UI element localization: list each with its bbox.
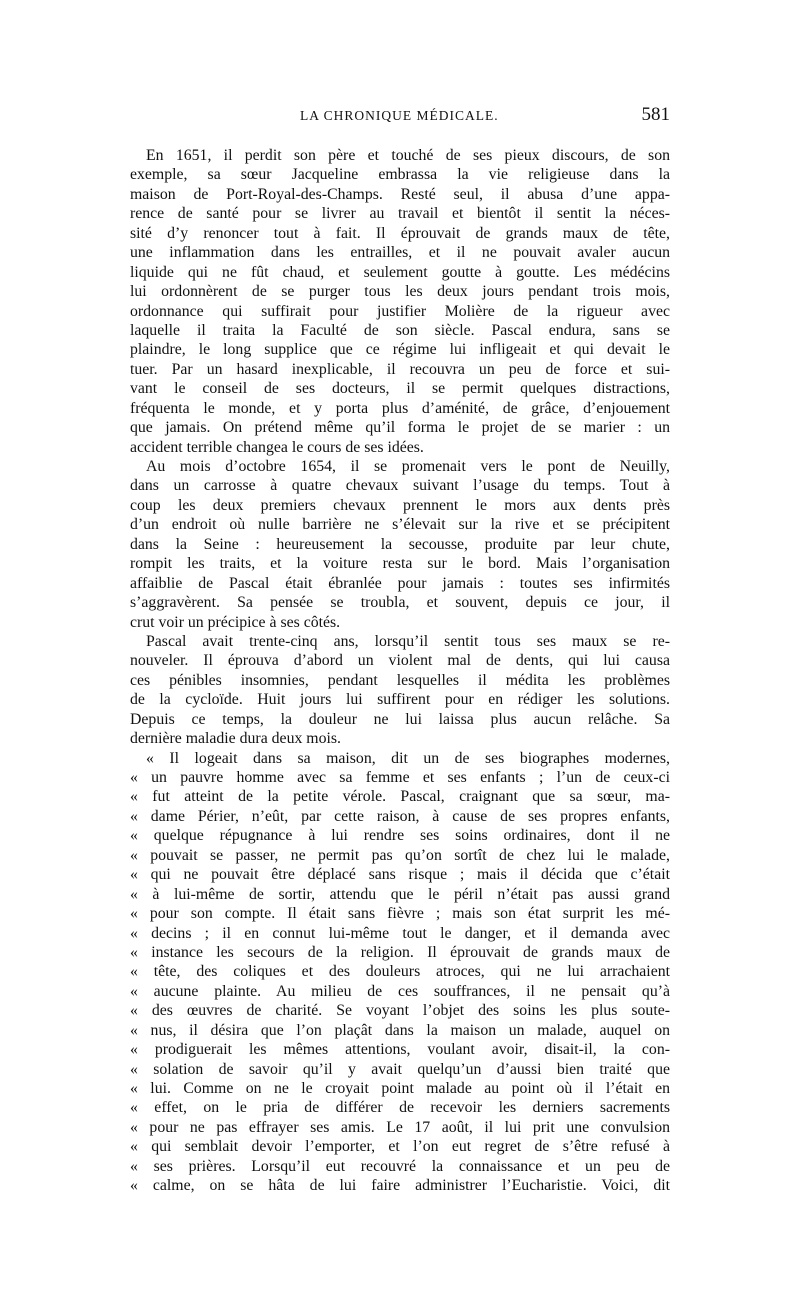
text-line: fréquenta le monde, et y porta plus d’aménité, de grâce, d’enjouement (130, 399, 670, 417)
text-line: « decins ; il en connut lui-même tout le danger, et il demanda avec (130, 924, 670, 942)
text-line: affaiblie de Pascal était ébranlée pour jamais : toutes ses infirmités (130, 574, 670, 592)
text-line: « nus, il désira que l’on plaçât dans la maison un malade, auquel on (130, 1021, 670, 1039)
text-line: « lui. Comme on ne le croyait point malade au point où il l’était en (130, 1080, 670, 1097)
text-line: « pouvait se passer, ne permit pas qu’on sortît de chez lui le malade, (130, 846, 670, 864)
text-line: « qui semblait devoir l’emporter, et l’on eut regret de s’être refusé à (130, 1138, 670, 1156)
text-line: une inflammation dans les entrailles, et il ne pouvait avaler aucun (130, 244, 670, 262)
text-line: vant le conseil de ses docteurs, il se permit quelques distractions, (130, 380, 670, 398)
text-line: sité d’y renoncer tout à fait. Il éprouvait de grands maux de tête, (130, 224, 670, 242)
text-line: plaindre, le long supplice que ce régime lui infligeait et qui devait le (130, 341, 670, 359)
text-line: « aucune plainte. Au milieu de ces souffrances, il ne pensait qu’à (130, 982, 670, 1000)
text-line: « des œuvres de charité. Se voyant l’objet des soins les plus soute- (130, 1002, 670, 1020)
text-line: « instance les secours de la religion. Il éprouvait de grands maux de (130, 943, 670, 961)
text-line: En 1651, il perdit son père et touché de ses pieux discours, de son (146, 147, 670, 164)
body-text (130, 146, 670, 1196)
running-head: LA CHRONIQUE MÉDICALE. (300, 108, 499, 123)
text-line: « tête, des coliques et des douleurs atroces, qui ne lui arrachaient (130, 963, 670, 981)
text-line: liquide qui ne fût chaud, et seulement goutte à goutte. Les médécins (130, 263, 670, 281)
text-line: crut voir un précipice à ses côtés. (130, 613, 341, 631)
text-line: « solation de savoir qu’il y avait quelqu’un d’aussi bien traité que (130, 1060, 670, 1078)
text-line: « un pauvre homme avec sa femme et ses enfants ; l’un de ceux-ci (130, 769, 670, 786)
text-line: « dame Périer, n’eût, par cette raison, à cause de ses propres enfants, (130, 807, 670, 825)
text-line: lui ordonnèrent de se purger tous les deux jours pendant trois mois, (130, 283, 670, 301)
text-line: Au mois d’octobre 1654, il se promenait vers le pont de Neuilly, (146, 458, 670, 475)
text-line: « ses prières. Lorsqu’il eut recouvré la connaissance et un peu de (130, 1157, 670, 1175)
text-line: rompit les traits, et la voiture resta sur le bord. Mais l’organisation (130, 555, 670, 573)
text-line: dans la Seine : heureusement la secousse, produite par leur chute, (130, 535, 670, 553)
text-line: nouveler. Il éprouva d’abord un violent mal de dents, qui lui causa (130, 652, 670, 670)
text-line: « pour ne pas effrayer ses amis. Le 17 août, il lui prit une convulsion (130, 1118, 670, 1136)
text-line: « qui ne pouvait être déplacé sans risque ; mais il décida que c’était (130, 866, 670, 884)
page-header (130, 104, 670, 132)
text-line: d’un endroit où nulle barrière ne s’élevait sur la rive et se précipitent (130, 516, 670, 534)
text-line: maison de Port-Royal-des-Champs. Resté seul, il abusa d’une appa- (130, 185, 670, 203)
text-line: « pour son compte. Il était sans fièvre ; mais son état surprit les mé- (130, 905, 670, 923)
text-line: Pascal avait trente-cinq ans, lorsqu’il sentit tous ses maux se re- (146, 632, 670, 650)
text-line: Depuis ce temps, la douleur ne lui laissa plus aucun relâche. Sa (130, 710, 670, 728)
text-line: « calme, on se hâta de lui faire administrer l’Eucharistie. Voici, dit (130, 1177, 670, 1195)
text-line: « Il logeait dans sa maison, dit un de ses biographes modernes, (146, 749, 670, 767)
text-line: « prodiguerait les mêmes attentions, voulant avoir, disait-il, la con- (130, 1041, 670, 1059)
text-line: coup les deux premiers chevaux prennent le mors aux dents près (130, 496, 670, 514)
text-line: « à lui-même de sortir, attendu que le péril n’était pas aussi grand (130, 885, 670, 903)
text-line: s’aggravèrent. Sa pensée se troubla, et souvent, depuis ce jour, il (130, 594, 670, 612)
text-line: « effet, on le pria de différer de recevoir les derniers sacrements (130, 1099, 670, 1117)
text-line: que jamais. On prétend même qu’il forma le projet de se marier : un (130, 419, 670, 437)
text-line: rence de santé pour se livrer au travail et bientôt il sentit la néces- (130, 205, 670, 223)
text-line: accident terrible changea le cours de ses idées. (130, 438, 424, 456)
page-number: 581 (641, 104, 670, 125)
text-line: dernière maladie dura deux mois. (130, 730, 341, 748)
text-line: tuer. Par un hasard inexplicable, il recouvra un peu de force et sui- (130, 360, 670, 378)
text-line: exemple, sa sœur Jacqueline embrassa la vie religieuse dans la (130, 166, 670, 184)
text-line: « quelque répugnance à lui rendre ses soins ordinaires, dont il ne (130, 827, 670, 845)
text-line: ces pénibles insomnies, pendant lesquelles il médita les problèmes (130, 671, 670, 689)
text-line: dans un carrosse à quatre chevaux suivant l’usage du temps. Tout à (130, 477, 670, 495)
text-line: laquelle il traita la Faculté de son siècle. Pascal endura, sans se (130, 321, 670, 339)
text-line: « fut atteint de la petite vérole. Pascal, craignant que sa sœur, ma- (130, 788, 670, 806)
text-line: de la cycloïde. Huit jours lui suffirent pour en rédiger les solutions. (130, 691, 670, 709)
text-line: ordonnance qui suffirait pour justifier Molière de la rigueur avec (130, 302, 670, 320)
